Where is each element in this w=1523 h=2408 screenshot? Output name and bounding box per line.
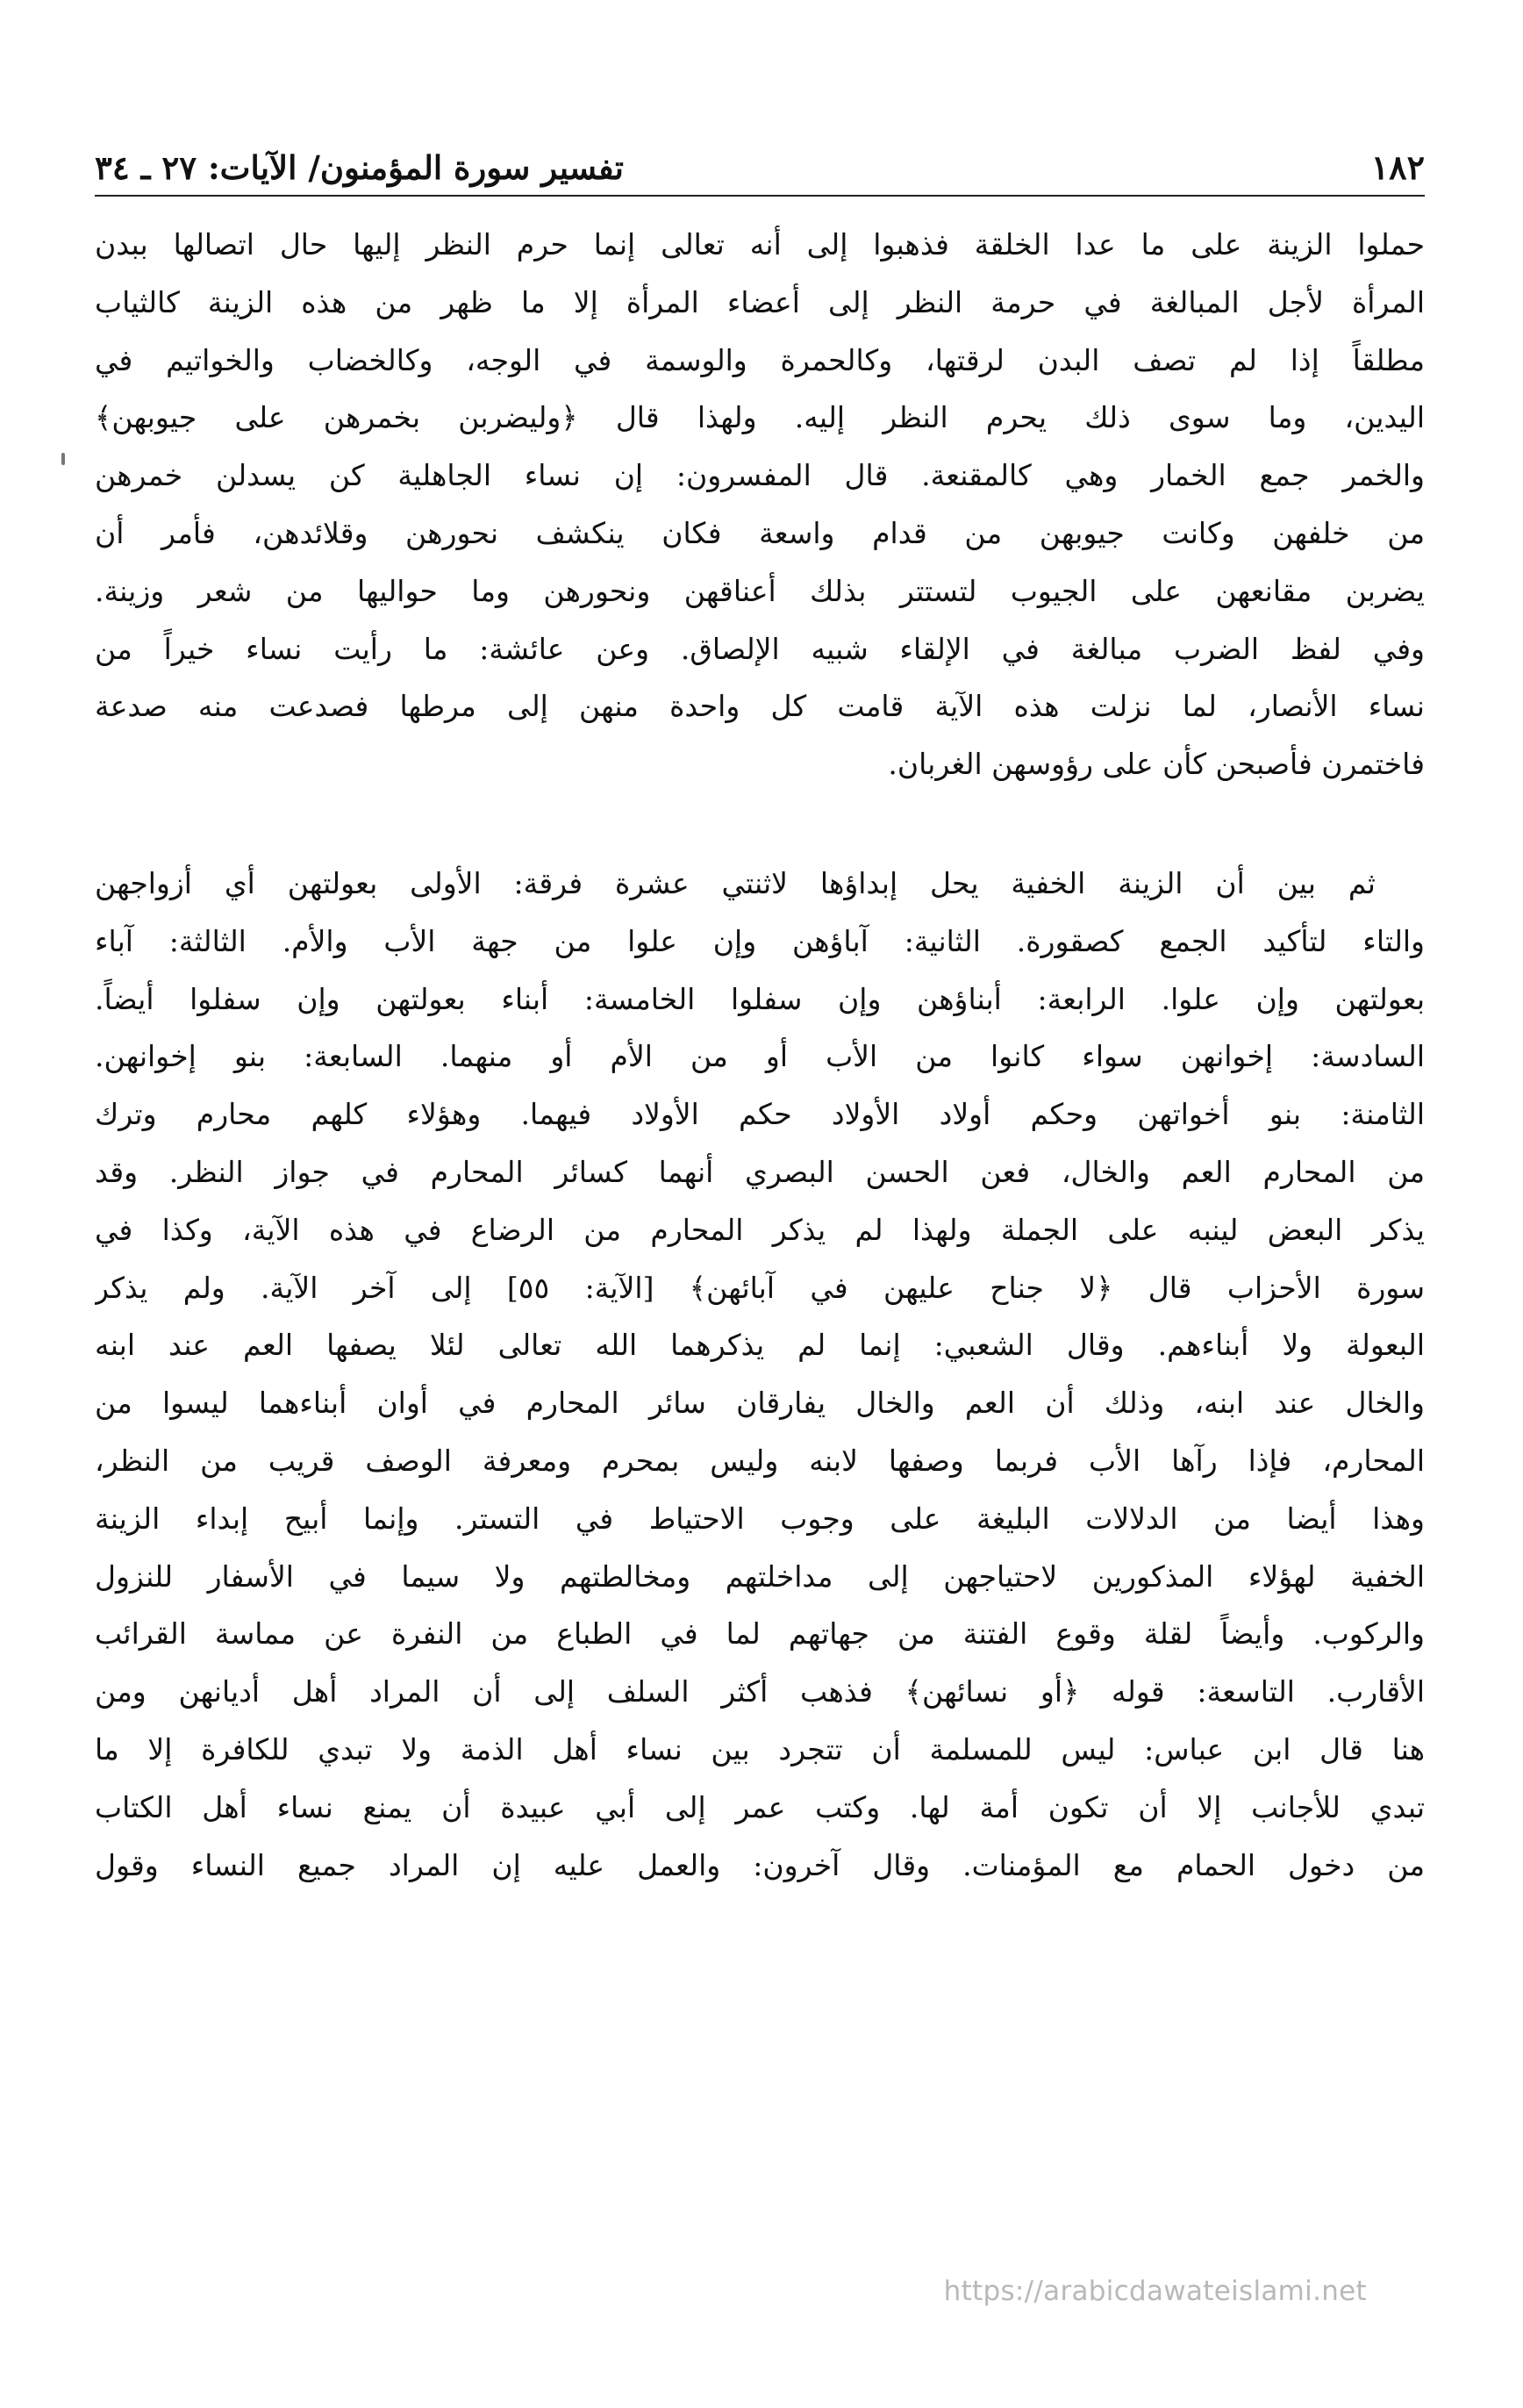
page-header (95, 132, 1425, 187)
text-line: والركوب. وأيضاً لقلة وقوع الفتنة من جهاتهم لما في الطباع من النفرة عن مماسة القرائب (95, 1616, 1425, 1652)
watermark-url: https://arabicdawateislami.net (943, 2275, 1367, 2307)
text-line: المرأة لأجل المبالغة في حرمة النظر إلى أعضاء المرأة إلا ما ظهر من هذه الزينة كالثياب (95, 284, 1425, 319)
text-line: الأقارب. التاسعة: قوله ﴿أو نسائهن﴾ فذهب أكثر السلف إلى أن المراد أهل أديانهن ومن (95, 1674, 1425, 1709)
text-line: تبدي للأجانب إلا أن تكون أمة لها. وكتب عمر إلى أبي عبيدة أن يمنع نساء أهل الكتاب (95, 1789, 1425, 1824)
text-line: من دخول الحمام مع المؤمنات. وقال آخرون: والعمل عليه إن المراد جميع النساء وقول (95, 1847, 1425, 1882)
paragraph-gap (95, 793, 1425, 855)
text-line: المحارم، فإذا رآها الأب فربما وصفها لابنه وليس بمحرم ومعرفة الوصف قريب من النظر، (95, 1443, 1425, 1478)
header-rule (95, 195, 1425, 197)
text-line: هنا قال ابن عباس: ليس للمسلمة أن تتجرد بين نساء أهل الذمة ولا تبدي للكافرة إلا ما (95, 1731, 1425, 1767)
text-line: حملوا الزينة على ما عدا الخلقة فذهبوا إلى أنه تعالى إنما حرم النظر إليها حال اتصالها ببدن (95, 227, 1425, 262)
text-line: يذكر البعض لينبه على الجملة ولهذا لم يذكر المحارم من الرضاع في هذه الآية، وكذا في (95, 1212, 1425, 1247)
text-line: بعولتهن وإن علوا. الرابعة: أبناؤهن وإن سفلوا الخامسة: أبناء بعولتهن وإن سفلوا أيضاً. (95, 981, 1425, 1016)
text-line: وفي لفظ الضرب مبالغة في الإلقاء شبيه الإلصاق. وعن عائشة: ما رأيت نساء خيراً من (95, 631, 1425, 666)
text-line: فاختمرن فأصبحن كأن على رؤوسهن الغربان. (888, 747, 1425, 782)
text-line: من خلفهن وكانت جيوبهن من قدام واسعة فكان ينكشف نحورهن وقلائدهن، فأمر أن (95, 515, 1425, 550)
page-number: ١٨٢ (1370, 147, 1425, 187)
text-line: ثم بين أن الزينة الخفية يحل إبداؤها لاثنتي عشرة فرقة: الأولى بعولتهن أي أزواجهن (95, 865, 1376, 900)
text-line: وهذا أيضا من الدلالات البليغة على وجوب الاحتياط في التستر. وإنما أبيح إبداء الزينة (95, 1501, 1425, 1536)
text-line: البعولة ولا أبناءهم. وقال الشعبي: إنما لم يذكرهما الله تعالى لئلا يصفها العم عند ابنه (95, 1328, 1425, 1363)
text-line: مطلقاً إذا لم تصف البدن لرقتها، وكالحمرة والوسمة في الوجه، وكالخضاب والخواتيم في (95, 342, 1425, 377)
text-line: السادسة: إخوانهن سواء كانوا من الأب أو من الأم أو منهما. السابعة: بنو إخوانهن. (95, 1039, 1425, 1074)
text-line: والتاء لتأكيد الجمع كصقورة. الثانية: آباؤهن وإن علوا من جهة الأب والأم. الثالثة: آباء (95, 923, 1425, 958)
text-line: والخمر جمع الخمار وهي كالمقنعة. قال المفسرون: إن نساء الجاهلية كن يسدلن خمرهن (95, 458, 1425, 493)
text-line: والخال عند ابنه، وذلك أن العم والخال يفارقان سائر المحارم في أوان أبناءهما ليسوا من (95, 1386, 1425, 1421)
text-line: يضربن مقانعهن على الجيوب لتستتر بذلك أعناقهن ونحورهن وما حواليها من شعر وزينة. (95, 573, 1425, 608)
paragraph-1 (95, 216, 1425, 793)
text-line: من المحارم العم والخال، فعن الحسن البصري أنهما كسائر المحارم في جواز النظر. وقد (95, 1154, 1425, 1189)
running-title: تفسير سورة المؤمنون/ الآيات: ٢٧ ـ ٣٤ (95, 148, 624, 187)
margin-mark (61, 453, 65, 465)
body-text (95, 216, 1425, 1894)
text-line: سورة الأحزاب قال ﴿لا جناح عليهن في آبائهن﴾ [الآية: ٥٥] إلى آخر الآية. ولم يذكر (95, 1270, 1425, 1305)
text-line: الخفية لهؤلاء المذكورين لاحتياجهن إلى مداخلتهم ومخالطتهم ولا سيما في الأسفار للنزول (95, 1559, 1425, 1594)
text-line: نساء الأنصار، لما نزلت هذه الآية قامت كل واحدة منهن إلى مرطها فصدعت منه صدعة (95, 689, 1425, 724)
text-line: اليدين، وما سوى ذلك يحرم النظر إليه. ولهذا قال ﴿وليضربن بخمرهن على جيوبهن﴾ (95, 400, 1425, 435)
text-line: الثامنة: بنو أخواتهن وحكم أولاد الأولاد حكم الأولاد فيهما. وهؤلاء كلهم محارم وترك (95, 1097, 1425, 1132)
paragraph-2 (95, 855, 1425, 1894)
